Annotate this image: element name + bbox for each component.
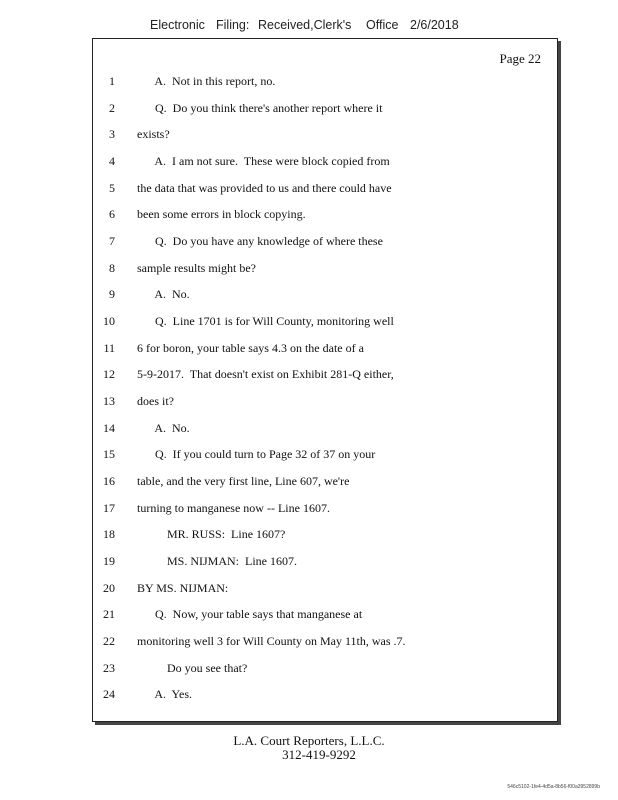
- line-text: Q. Do you think there's another report where it: [137, 101, 383, 115]
- header-date: 2/6/2018: [410, 18, 459, 32]
- line-text: 5-9-2017. That doesn't exist on Exhibit 281-Q either,: [137, 367, 394, 381]
- line-text: A. Yes.: [137, 687, 193, 701]
- transcript-line: [93, 392, 557, 410]
- line-text: Q. If you could turn to Page 32 of 37 on your: [137, 447, 376, 461]
- transcript-line: [93, 659, 557, 677]
- header-word-electronic: Electronic: [150, 18, 205, 32]
- transcript-line: [93, 472, 557, 490]
- line-text: A. I am not sure. These were block copied from: [137, 154, 390, 168]
- line-number: 5: [109, 181, 115, 195]
- transcript-line: [93, 232, 557, 250]
- line-number: 8: [109, 261, 115, 275]
- line-number: 6: [109, 207, 115, 221]
- transcript-line: [93, 445, 557, 463]
- line-text: MS. NIJMAN: Line 1607.: [137, 554, 298, 568]
- transcript-line: [93, 365, 557, 383]
- transcript-line: [93, 205, 557, 223]
- line-number: 24: [103, 687, 115, 701]
- line-number: 14: [103, 421, 115, 435]
- line-text: A. Not in this report, no.: [137, 74, 276, 88]
- line-number: 10: [103, 314, 115, 328]
- line-text: Q. Line 1701 is for Will County, monitoring well: [137, 314, 394, 328]
- line-number: 4: [109, 154, 115, 168]
- line-number: 21: [103, 607, 115, 621]
- line-number: 2: [109, 101, 115, 115]
- line-text: does it?: [137, 394, 174, 408]
- transcript-line: [93, 125, 557, 143]
- reporter-phone: 312-419-9292: [282, 747, 356, 762]
- reporter-firm-name: L.A. Court Reporters, L.L.C.: [233, 733, 385, 748]
- line-number: 22: [103, 634, 115, 648]
- transcript-line: [93, 605, 557, 623]
- line-text: the data that was provided to us and there could have: [137, 181, 392, 195]
- line-number: 20: [103, 581, 115, 595]
- transcript-line: [93, 259, 557, 277]
- header-word-received-clerks: Received,Clerk's: [258, 18, 352, 32]
- transcript-page: [92, 38, 558, 722]
- line-text: Q. Now, your table says that manganese at: [137, 607, 363, 621]
- transcript-line: [93, 419, 557, 437]
- line-number: 23: [103, 661, 115, 675]
- line-number: 11: [103, 341, 115, 355]
- line-text: turning to manganese now -- Line 1607.: [137, 501, 330, 515]
- line-number: 13: [103, 394, 115, 408]
- header-word-filing: Filing:: [216, 18, 250, 32]
- document-hash: 546c5102-1fe4-4d5a-8b56-f00a3952899b: [507, 784, 600, 790]
- transcript-line: [93, 685, 557, 703]
- line-text: 6 for boron, your table says 4.3 on the date of a: [137, 341, 364, 355]
- line-number: 17: [103, 501, 115, 515]
- line-text: sample results might be?: [137, 261, 256, 275]
- line-number: 9: [109, 287, 115, 301]
- line-text: Q. Do you have any knowledge of where these: [137, 234, 383, 248]
- transcript-line: [93, 525, 557, 543]
- transcript-line: [93, 179, 557, 197]
- reporter-footer: [0, 734, 618, 762]
- transcript-line: [93, 579, 557, 597]
- line-number: 1: [109, 74, 115, 88]
- line-text: A. No.: [137, 287, 190, 301]
- line-number: 3: [109, 127, 115, 141]
- transcript-line: [93, 285, 557, 303]
- line-number: 12: [103, 367, 115, 381]
- transcript-line: [93, 99, 557, 117]
- transcript-line: [93, 152, 557, 170]
- transcript-line: [93, 312, 557, 330]
- line-number: 7: [109, 234, 115, 248]
- line-text: A. No.: [137, 421, 190, 435]
- transcript-line: [93, 632, 557, 650]
- page-number: Page 22: [499, 51, 541, 66]
- line-text: BY MS. NIJMAN:: [137, 581, 229, 595]
- line-text: table, and the very first line, Line 607, we're: [137, 474, 350, 488]
- line-text: exists?: [137, 127, 170, 141]
- transcript-line: [93, 339, 557, 357]
- line-text: monitoring well 3 for Will County on May 11th, was .7.: [137, 634, 406, 648]
- filing-header: [0, 18, 618, 38]
- transcript-line: [93, 72, 557, 90]
- line-text: Do you see that?: [137, 661, 248, 675]
- line-number: 18: [103, 527, 115, 541]
- line-number: 19: [103, 554, 115, 568]
- transcript-line: [93, 552, 557, 570]
- transcript-line: [93, 499, 557, 517]
- line-text: been some errors in block copying.: [137, 207, 306, 221]
- header-word-office: Office: [366, 18, 399, 32]
- line-text: MR. RUSS: Line 1607?: [137, 527, 286, 541]
- line-number: 15: [103, 447, 115, 461]
- line-number: 16: [103, 474, 115, 488]
